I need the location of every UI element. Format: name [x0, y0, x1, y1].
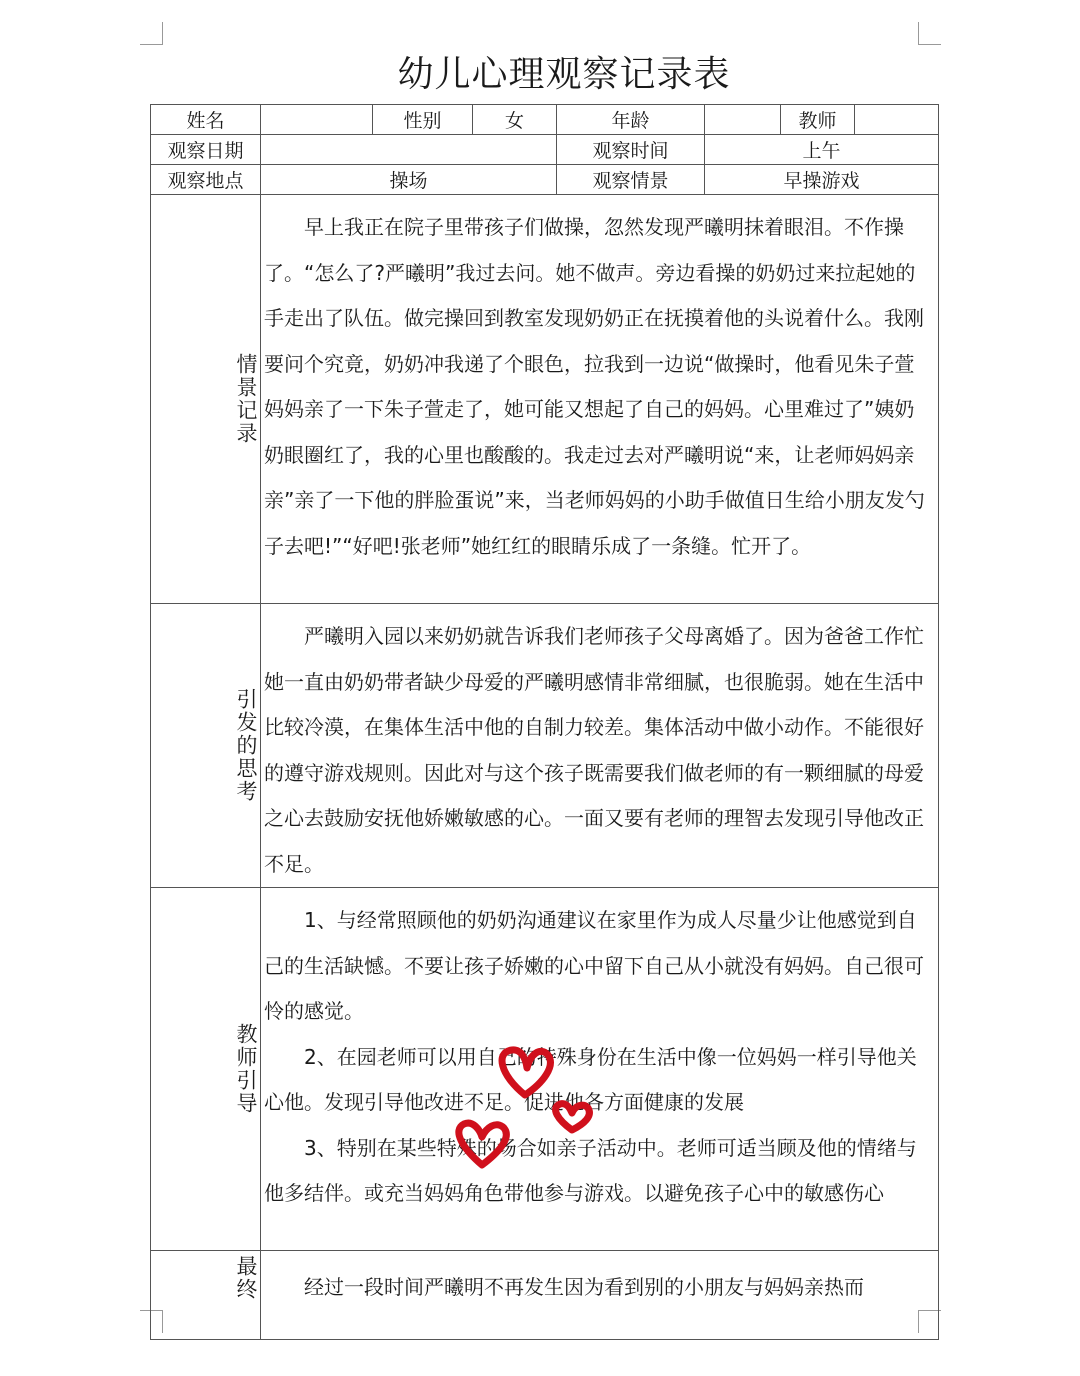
- section-record: [151, 195, 939, 604]
- teacher-value[interactable]: [855, 105, 939, 135]
- guidance-item-2: 2、在园老师可以用自己的特殊身份在生活中像一位妈妈一样引导他关心他。发现引导他改进不足。促进他各方面健康的发展: [264, 1044, 917, 1114]
- scene-label: 观察情景: [557, 165, 705, 195]
- section-thinking: [151, 604, 939, 888]
- age-label: 年龄: [557, 105, 705, 135]
- section-label-final: 最终: [234, 1255, 258, 1301]
- corner-mark-top-left: [140, 22, 163, 45]
- time-value[interactable]: 上午: [705, 135, 939, 165]
- header-row-2: [151, 135, 939, 165]
- record-text: 早上我正在院子里带孩子们做操，忽然发现严曦明抹着眼泪。不作操了。“怎么了?严曦明”我过去问。她不做声。旁边看操的奶奶过来拉起她的手走出了队伍。做完操回到教室发现奶奶正在抚摸着他的头说着什么。我刚要问个究竟，奶奶冲我递了个眼色，拉我到一边说“做操时，他看见朱子萱妈妈亲了一下朱子萱走了，她可能又想起了自己的妈妈。心里难过了”姨奶奶眼圈红了，我的心里也酸酸的。我走过去对严曦明说“来，让老师妈妈亲亲”亲了一下他的胖脸蛋说”来，当老师妈妈的小助手做值日生给小朋友发勺子去吧!”“好吧!张老师”她红红的眼睛乐成了一条缝。忙开了。: [264, 215, 925, 558]
- section-guidance: [151, 888, 939, 1251]
- section-label-record: 情景记录: [234, 353, 258, 445]
- thinking-text: 严曦明入园以来奶奶就告诉我们老师孩子父母离婚了。因为爸爸工作忙她一直由奶奶带者缺少母爱的严曦明感情非常细腻，也很脆弱。她在生活中比较冷漠，在集体生活中他的自制力较差。集体活动中做小动作。不能很好的遵守游戏规则。因此对与这个孩子既需要我们做老师的有一颗细腻的母爱之心去鼓励安抚他娇嫩敏感的心。一面又要有老师的理智去发现引导他改正不足。: [264, 624, 924, 876]
- observation-form: [150, 104, 938, 1340]
- time-label: 观察时间: [557, 135, 705, 165]
- date-label: 观察日期: [151, 135, 261, 165]
- header-row-3: [151, 165, 939, 195]
- header-row-1: [151, 105, 939, 135]
- final-text: 经过一段时间严曦明不再发生因为看到别的小朋友与妈妈亲热而: [304, 1275, 864, 1299]
- name-value[interactable]: [261, 105, 373, 135]
- guidance-item-1: 1、与经常照顾他的奶奶沟通建议在家里作为成人尽量少让他感觉到自己的生活缺憾。不要让孩子娇嫩的心中留下自己从小就没有妈妈。自己很可怜的感觉。: [264, 908, 924, 1023]
- page-title: 幼儿心理观察记录表: [397, 54, 731, 95]
- section-label-guidance: 教师引导: [234, 1023, 258, 1115]
- gender-label: 性别: [373, 105, 473, 135]
- age-value[interactable]: [705, 105, 781, 135]
- place-value[interactable]: 操场: [261, 165, 557, 195]
- name-label: 姓名: [151, 105, 261, 135]
- section-final: [151, 1251, 939, 1340]
- teacher-label: 教师: [781, 105, 855, 135]
- corner-mark-top-right: [918, 22, 941, 45]
- place-label: 观察地点: [151, 165, 261, 195]
- gender-value[interactable]: 女: [473, 105, 557, 135]
- date-value[interactable]: [261, 135, 557, 165]
- scene-value[interactable]: 早操游戏: [705, 165, 939, 195]
- section-label-thinking: 引发的思考: [234, 688, 258, 803]
- guidance-item-3: 3、特别在某些特殊的场合如亲子活动中。老师可适当顾及他的情绪与他多结伴。或充当妈妈角色带他参与游戏。以避免孩子心中的敏感伤心: [264, 1135, 917, 1205]
